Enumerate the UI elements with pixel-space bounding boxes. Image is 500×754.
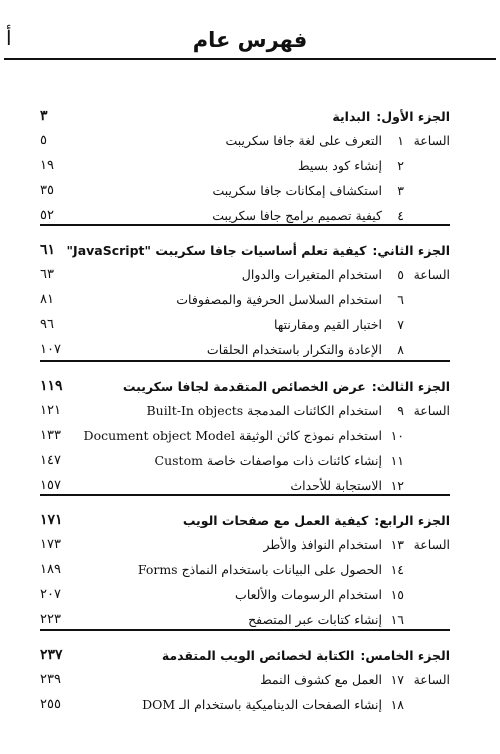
- chapter-title: الحصول على البيانات باستخدام النماذج Forms: [137, 561, 382, 577]
- chapter-entry: [40, 609, 450, 629]
- chapter-entry: [40, 669, 450, 689]
- chapter-entry: [40, 584, 450, 604]
- part-title: البداية: [332, 108, 371, 124]
- chapter-entry: [40, 289, 450, 309]
- chapter-page: ١٠٧: [40, 341, 61, 357]
- chapter-number: ١٣: [390, 536, 404, 552]
- hour-prefix: الساعة: [413, 402, 450, 418]
- chapter-page: ٦٣: [40, 266, 54, 282]
- chapter-page: ١٩: [40, 157, 54, 173]
- chapter-number: ٥: [397, 266, 404, 282]
- chapter-entry: [40, 694, 450, 714]
- chapter-entry: [40, 264, 450, 284]
- header-rule: [4, 58, 496, 60]
- chapter-number: ١٨: [390, 696, 404, 712]
- part-separator: [40, 224, 450, 226]
- part-heading: [40, 510, 450, 530]
- chapter-entry: [40, 155, 450, 175]
- hour-prefix: الساعة: [413, 536, 450, 552]
- chapter-title: استخدام نموذج كائن الوثيقة Document object Model: [83, 427, 382, 443]
- part-label: الجزء الرابع:: [374, 512, 450, 528]
- chapter-number: ٨: [397, 341, 404, 357]
- chapter-number: ٤: [397, 207, 404, 223]
- chapter-number: ٢: [397, 157, 404, 173]
- chapter-title: الاستجابة للأحداث: [290, 477, 382, 493]
- part-title: عرض الخصائص المتقدمة لجافا سكريبت: [122, 378, 366, 394]
- chapter-number: ١٢: [390, 477, 404, 493]
- chapter-entry: [40, 559, 450, 579]
- chapter-title: اختبار القيم ومقارنتها: [274, 316, 382, 332]
- part-label: الجزء الثالث:: [371, 378, 450, 394]
- part-page: ٦١: [40, 242, 56, 258]
- chapter-title: استخدام الرسومات والألعاب: [235, 586, 382, 602]
- chapter-entry: [40, 425, 450, 445]
- chapter-entry: [40, 339, 450, 359]
- chapter-entry: [40, 534, 450, 554]
- chapter-number: ٣: [397, 182, 404, 198]
- chapter-page: ١٧٣: [40, 536, 61, 552]
- part-page: ١٧١: [40, 512, 63, 528]
- chapter-number: ١٧: [390, 671, 404, 687]
- chapter-title: استخدام السلاسل الحرفية والمصفوفات: [176, 291, 382, 307]
- part-page: ١١٩: [40, 378, 63, 394]
- part-label: الجزء الأول:: [376, 108, 450, 124]
- chapter-title: التعرف على لغة جافا سكريبت: [225, 132, 382, 148]
- chapter-entry: [40, 205, 450, 225]
- chapter-page: ٢٠٧: [40, 586, 61, 602]
- chapter-page: ١٨٩: [40, 561, 61, 577]
- chapter-entry: [40, 180, 450, 200]
- hour-prefix: الساعة: [413, 266, 450, 282]
- hour-prefix: الساعة: [413, 132, 450, 148]
- chapter-title: استخدام المتغيرات والدوال: [241, 266, 382, 282]
- chapter-number: ١٥: [390, 586, 404, 602]
- chapter-number: ١: [397, 132, 404, 148]
- chapter-title: العمل مع كشوف النمط: [260, 671, 382, 687]
- part-page: ٣: [40, 108, 48, 124]
- part-separator: [40, 494, 450, 496]
- chapter-title: استكشاف إمكانات جافا سكريبت: [212, 182, 382, 198]
- chapter-page: ٥٢: [40, 207, 54, 223]
- chapter-number: ٩: [397, 402, 404, 418]
- chapter-page: ٩٦: [40, 316, 54, 332]
- page-number: أ: [6, 26, 12, 50]
- page-title: فهرس عام: [192, 28, 308, 52]
- chapter-page: ٥: [40, 132, 47, 148]
- chapter-entry: [40, 314, 450, 334]
- chapter-page: ٢٥٥: [40, 696, 61, 712]
- part-page: ٢٣٧: [40, 647, 63, 663]
- part-title: كيفية تعلم أساسيات جافا سكريبت "JavaScript": [66, 242, 367, 258]
- chapter-number: ١٤: [390, 561, 404, 577]
- chapter-number: ١١: [390, 452, 404, 468]
- part-heading: [40, 240, 450, 260]
- part-heading: [40, 106, 450, 126]
- chapter-page: ٣٥: [40, 182, 54, 198]
- chapter-title: الإعادة والتكرار باستخدام الحلقات: [206, 341, 382, 357]
- chapter-number: ٦: [397, 291, 404, 307]
- chapter-title: إنشاء الصفحات الديناميكية باستخدام الـ DOM: [142, 696, 382, 712]
- chapter-title: استخدام الكائنات المدمجة Built-In objects: [146, 402, 382, 418]
- chapter-entry: [40, 130, 450, 150]
- chapter-page: ١٢١: [40, 402, 61, 418]
- chapter-entry: [40, 450, 450, 470]
- part-title: كيفية العمل مع صفحات الويب: [182, 512, 369, 528]
- chapter-page: ١٣٣: [40, 427, 61, 443]
- part-heading: [40, 376, 450, 396]
- chapter-number: ١٦: [390, 611, 404, 627]
- chapter-page: ٢٢٣: [40, 611, 61, 627]
- part-title: الكتابة لخصائص الويب المتقدمة: [161, 647, 355, 663]
- chapter-title: كيفية تصميم برامج جافا سكريبت: [212, 207, 382, 223]
- part-label: الجزء الخامس:: [360, 647, 450, 663]
- chapter-number: ١٠: [390, 427, 404, 443]
- chapter-entry: [40, 475, 450, 495]
- part-separator: [40, 360, 450, 362]
- chapter-page: ١٥٧: [40, 477, 61, 493]
- part-heading: [40, 645, 450, 665]
- chapter-page: ٢٣٩: [40, 671, 61, 687]
- part-label: الجزء الثاني:: [372, 242, 450, 258]
- chapter-title: إنشاء كائنات ذات مواصفات خاصة Custom: [154, 452, 382, 468]
- chapter-title: استخدام النوافذ والأطر: [263, 536, 382, 552]
- chapter-page: ٨١: [40, 291, 54, 307]
- chapter-entry: [40, 400, 450, 420]
- chapter-title: إنشاء كتابات عبر المتصفح: [248, 611, 382, 627]
- hour-prefix: الساعة: [413, 671, 450, 687]
- chapter-page: ١٤٧: [40, 452, 61, 468]
- chapter-number: ٧: [397, 316, 404, 332]
- part-separator: [40, 629, 450, 631]
- chapter-title: إنشاء كود بسيط: [298, 157, 382, 173]
